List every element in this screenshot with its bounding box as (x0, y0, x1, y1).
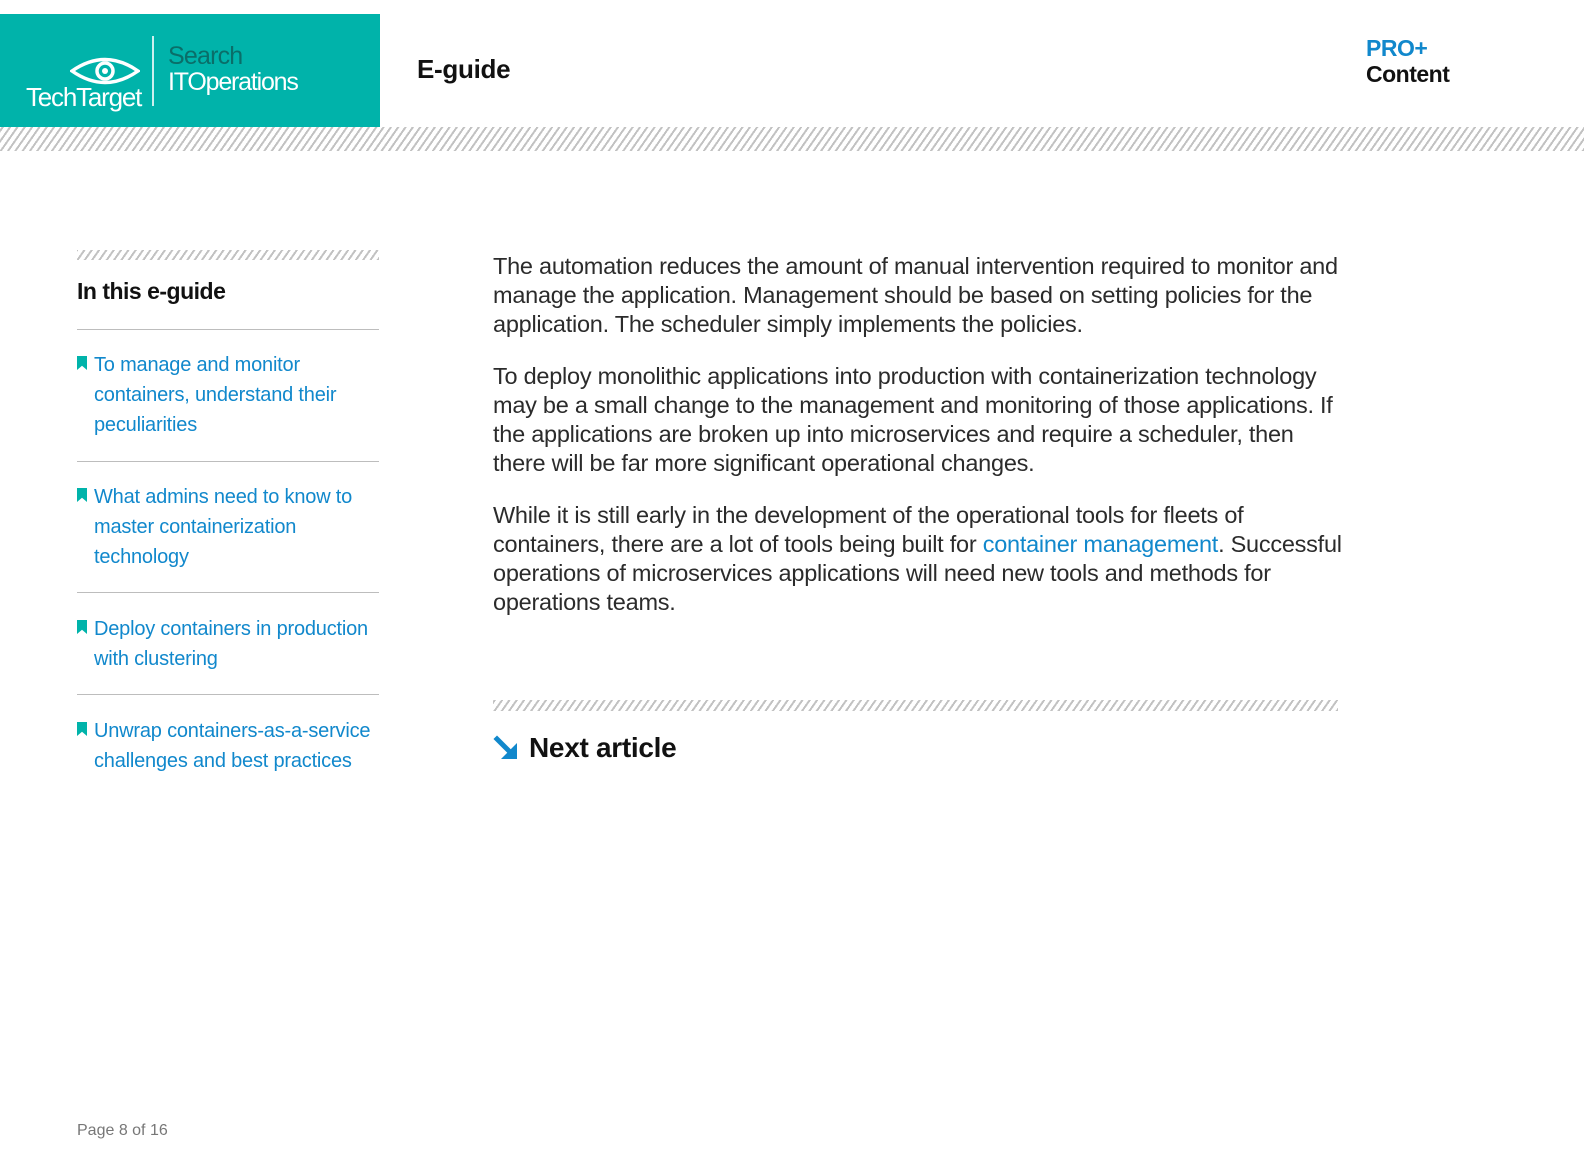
article-hatch-divider (493, 700, 1338, 711)
header-hatch-divider (0, 127, 1584, 151)
toc-item-label[interactable]: To manage and monitor containers, understand their peculiarities (94, 354, 337, 436)
sidebar-rule (77, 329, 379, 330)
page-number: Page 8 of 16 (77, 1122, 168, 1139)
sidebar-title: In this e-guide (77, 278, 226, 304)
toc-item-label[interactable]: Unwrap containers-as-a-service challenges and best practices (94, 720, 371, 772)
toc-item-manage-monitor[interactable] (77, 350, 377, 440)
site-name-line1: Search (168, 42, 243, 70)
paragraph-text: While it is still early in the development of the operational tools for fleets of containers, there are a lot of tools being built for (493, 502, 1244, 557)
doc-type-label: E-guide (417, 54, 511, 84)
article-paragraph: The automation reduces the amount of manual intervention required to monitor and manage the application. Management should be based on setting policies for the application. The scheduler simply implements the policies. (493, 253, 1338, 337)
logo-divider (152, 36, 154, 106)
sidebar-hatch-divider (77, 250, 379, 260)
brand-name: TechTarget (26, 82, 142, 112)
toc-item-caas-challenges[interactable] (77, 716, 377, 776)
article-paragraph (493, 501, 1343, 617)
site-name-line2: ITOperations (168, 68, 298, 96)
toc-item-label[interactable]: What admins need to know to master containerization technology (94, 486, 353, 568)
arrow-down-right-icon (493, 735, 519, 761)
sidebar-rule (77, 592, 379, 593)
bookmark-icon (77, 722, 87, 736)
bookmark-icon (77, 356, 87, 370)
container-management-link[interactable]: container management (982, 531, 1219, 557)
bookmark-icon (77, 620, 87, 634)
toc-item-label[interactable]: Deploy containers in production with clustering (94, 618, 368, 670)
pro-badge: PRO+ (1366, 35, 1428, 61)
article-paragraph: To deploy monolithic applications into production with containerization technology may be a small change to the management and monitoring of those applications. If the applications are broken up into microservices and require a scheduler, then there will be far more significant operational changes. (493, 363, 1333, 476)
sidebar-rule (77, 694, 379, 695)
next-article-label[interactable]: Next article (529, 732, 677, 763)
article-body (493, 252, 1343, 640)
sidebar-rule (77, 461, 379, 462)
content-badge: Content (1366, 61, 1450, 87)
paragraph-text: . Successful operations of microservices applications will need new tools and methods for operations teams. (493, 531, 1342, 615)
techtarget-logo (0, 14, 380, 127)
toc-item-admins-containerization[interactable] (77, 482, 377, 572)
toc-item-deploy-clustering[interactable] (77, 614, 377, 674)
bookmark-icon (77, 488, 87, 502)
